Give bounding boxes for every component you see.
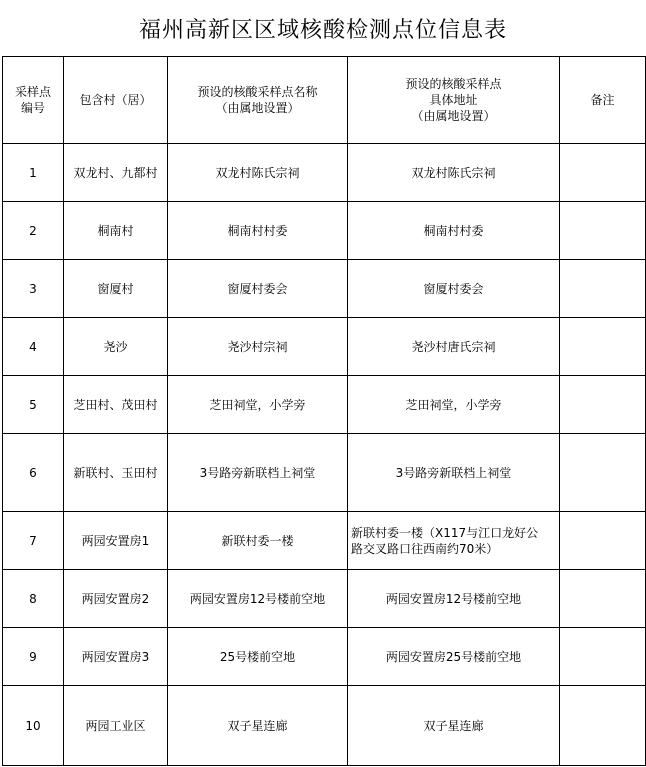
table-row [3,144,646,202]
header-note: 备注 [560,57,646,144]
cell-village: 两园安置房2 [64,570,168,628]
table-row [3,686,646,766]
header-site-address: 预设的核酸采样点 具体地址 （由属地设置） [348,57,560,144]
cell-site: 两园安置房12号楼前空地 [168,570,348,628]
cell-no: 8 [3,570,64,628]
cell-site: 桐南村村委 [168,202,348,260]
cell-village: 桐南村 [64,202,168,260]
table-row [3,202,646,260]
cell-site: 芝田祠堂，小学旁 [168,376,348,434]
cell-site: 双龙村陈氏宗祠 [168,144,348,202]
cell-address: 窗厦村委会 [348,260,560,318]
cell-address: 两园安置房25号楼前空地 [348,628,560,686]
cell-note [560,318,646,376]
cell-village: 尧沙 [64,318,168,376]
cell-address: 新联村委一楼（X117与江口龙好公 路交叉路口往西南约70米） [348,512,560,570]
cell-note [560,144,646,202]
cell-site: 双子星连廊 [168,686,348,766]
cell-site: 25号楼前空地 [168,628,348,686]
cell-village: 两园工业区 [64,686,168,766]
cell-note [560,570,646,628]
cell-note [560,202,646,260]
cell-no: 2 [3,202,64,260]
table-row [3,260,646,318]
cell-no: 7 [3,512,64,570]
cell-site: 窗厦村委会 [168,260,348,318]
cell-note [560,376,646,434]
cell-address: 3号路旁新联档上祠堂 [348,434,560,512]
cell-no: 6 [3,434,64,512]
cell-note [560,512,646,570]
cell-no: 1 [3,144,64,202]
table-row [3,318,646,376]
page-title: 福州高新区区域核酸检测点位信息表 [138,17,507,43]
cell-note [560,686,646,766]
cell-no: 5 [3,376,64,434]
cell-village: 两园安置房1 [64,512,168,570]
table-row [3,570,646,628]
cell-address: 双龙村陈氏宗祠 [348,144,560,202]
cell-address: 桐南村村委 [348,202,560,260]
cell-site: 尧沙村宗祠 [168,318,348,376]
cell-address: 两园安置房12号楼前空地 [348,570,560,628]
cell-note [560,628,646,686]
cell-note [560,260,646,318]
header-site-name: 预设的核酸采样点名称 （由属地设置） [168,57,348,144]
header-sample-no: 采样点 编号 [3,57,64,144]
cell-village: 芝田村、茂田村 [64,376,168,434]
table-row [3,376,646,434]
cell-note [560,434,646,512]
cell-address: 双子星连廊 [348,686,560,766]
cell-village: 新联村、玉田村 [64,434,168,512]
table-row [3,628,646,686]
cell-village: 窗厦村 [64,260,168,318]
info-table [2,56,646,766]
table-row [3,434,646,512]
cell-no: 3 [3,260,64,318]
cell-no: 4 [3,318,64,376]
cell-village: 两园安置房3 [64,628,168,686]
cell-site: 3号路旁新联档上祠堂 [168,434,348,512]
cell-site: 新联村委一楼 [168,512,348,570]
cell-village: 双龙村、九都村 [64,144,168,202]
cell-address: 尧沙村唐氏宗祠 [348,318,560,376]
cell-no: 9 [3,628,64,686]
table-header-row [3,57,646,144]
table-row [3,512,646,570]
cell-no: 10 [3,686,64,766]
header-village: 包含村（居） [64,57,168,144]
cell-address: 芝田祠堂，小学旁 [348,376,560,434]
